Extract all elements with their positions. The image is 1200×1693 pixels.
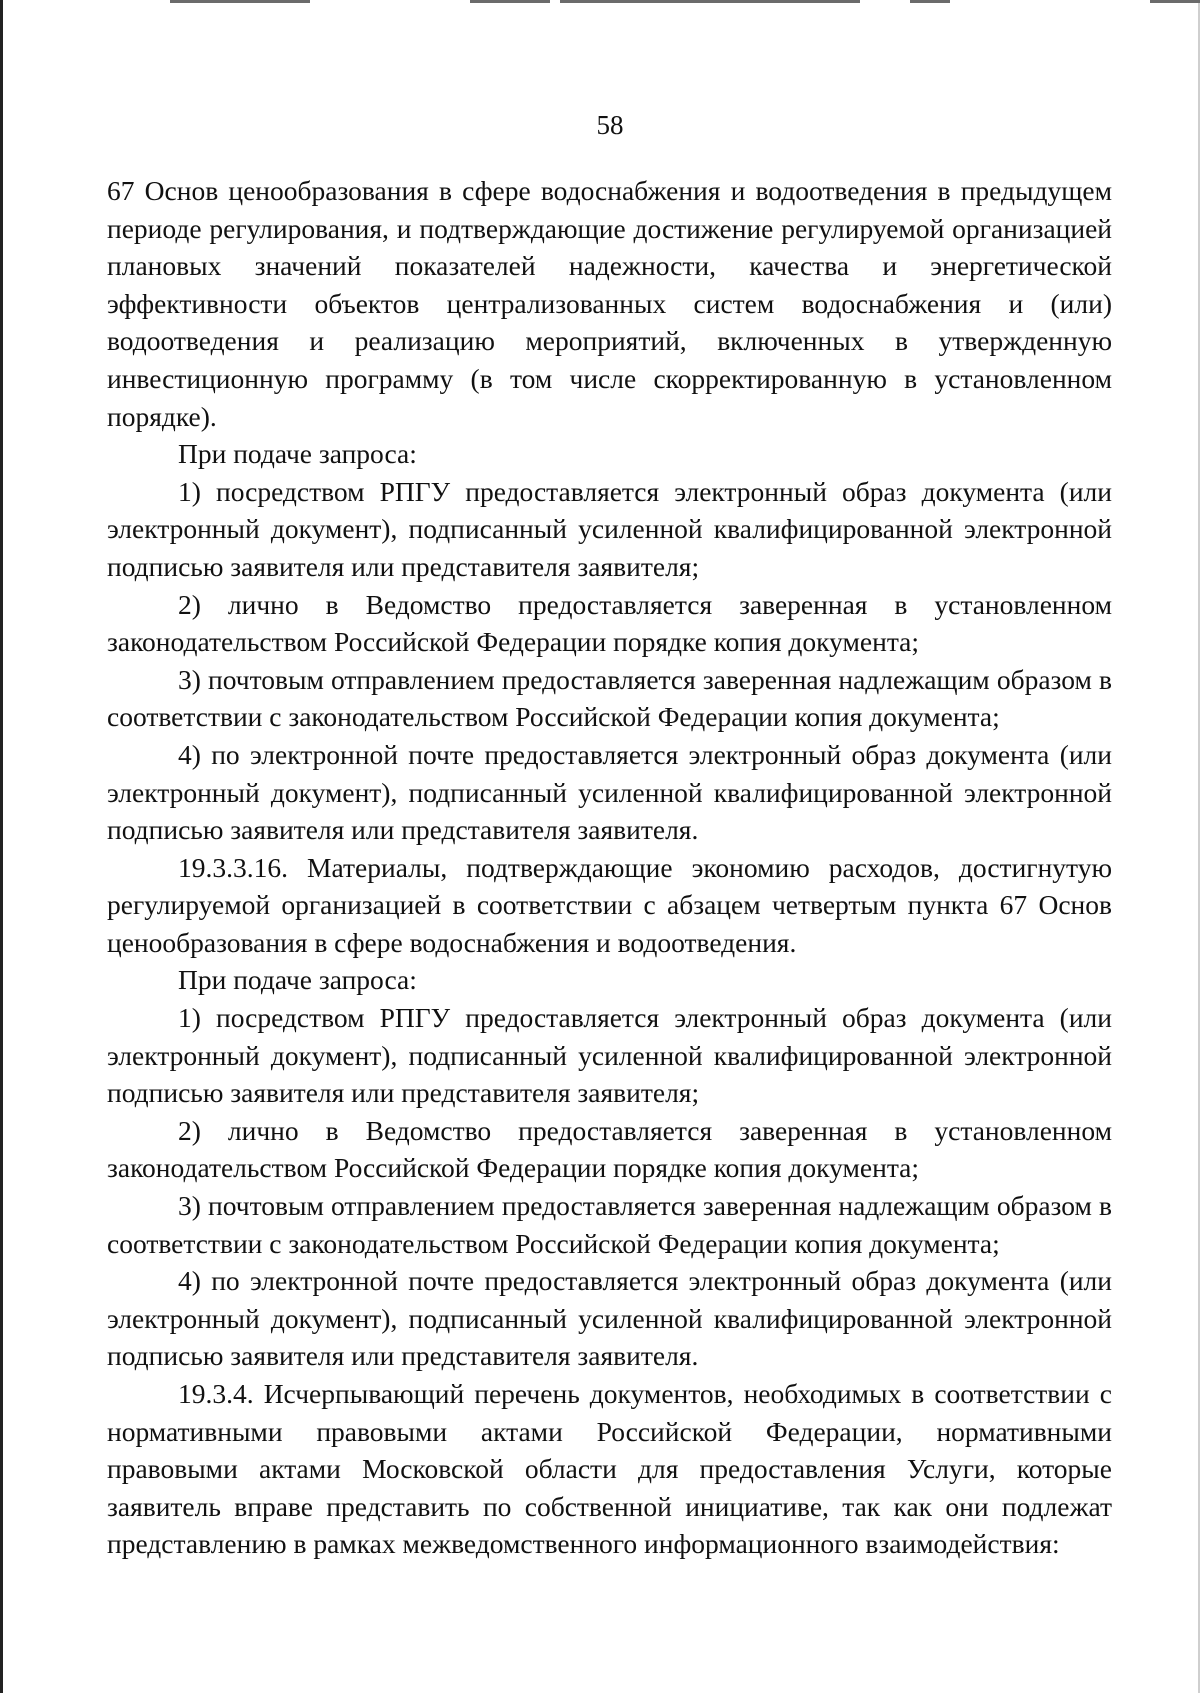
paragraph-item-3: 3) почтовым отправлением предоставляется заверенная надлежащим образом в соответствии с законодательством Российской Федерации копия документа; (107, 1190, 1113, 1259)
page-number: 58 (596, 110, 624, 140)
paragraph-item-1: 1) посредством РПГУ предоставляется электронный образ документа (или электронный документ), подписанный усиленной квалифицированной электронной подписью заявителя или представителя заявителя; (107, 1002, 1113, 1109)
scan-left-edge (0, 0, 3, 1693)
paragraph-request-heading: При подаче запроса: (178, 438, 417, 470)
paragraph-continuation: 67 Основ ценообразования в сфере водоснабжения и водоотведения в предыдущем периоде регулирования, и подтверждающие достижение регулируемой организацией плановых значений показателей надежности, качества и энергетической эффективности объектов централизованных систем водоснабжения и (или) водоотведения и реализацию мероприятий, включенных в утвержденную инвестиционную программу (в том числе скорректированную в установленном порядке). (107, 175, 1113, 432)
paragraph-item-3: 3) почтовым отправлением предоставляется заверенная надлежащим образом в соответствии с законодательством Российской Федерации копия документа; (107, 663, 1113, 733)
paragraph-item-4: 4) по электронной почте предоставляется электронный образ документа (или электронный документ), подписанный усиленной квалифицированной электронной подписью заявителя или представителя заявителя. (107, 1265, 1113, 1372)
document-body (107, 172, 1112, 1563)
scan-top-artifacts (0, 0, 1200, 4)
paragraph-section-19-3-4: 19.3.4. Исчерпывающий перечень документов, необходимых в соответствии с нормативными правовыми актами Российской Федерации, нормативными правовыми актами Московской области для предоставления Услуги, которые заявитель вправе представить по собственной инициативе, так как они подлежат представлению в рамках межведомственного информационного взаимодействия: (107, 1378, 1112, 1560)
paragraph-request-heading: При подаче запроса: (178, 964, 417, 996)
paragraph-item-2: 2) лично в Ведомство предоставляется заверенная в установленном законодательством Российской Федерации порядке копия документа; (107, 588, 1112, 658)
paragraph-section-19-3-3-16: 19.3.3.16. Материалы, подтверждающие экономию расходов, достигнутую регулируемой организацией в соответствии с абзацем четвертым пункта 67 Основ ценообразования в сфере водоснабжения и водоотведения. (107, 851, 1112, 958)
paragraph-item-4: 4) по электронной почте предоставляется электронный образ документа (или электронный документ), подписанный усиленной квалифицированной электронной подписью заявителя или представителя заявителя. (107, 738, 1113, 846)
paragraph-item-2: 2) лично в Ведомство предоставляется заверенная в установленном законодательством Российской Федерации порядке копия документа; (107, 1114, 1112, 1184)
paragraph-item-1: 1) посредством РПГУ предоставляется электронный образ документа (или электронный документ), подписанный усиленной квалифицированной электронной подписью заявителя или представителя заявителя; (107, 475, 1113, 582)
